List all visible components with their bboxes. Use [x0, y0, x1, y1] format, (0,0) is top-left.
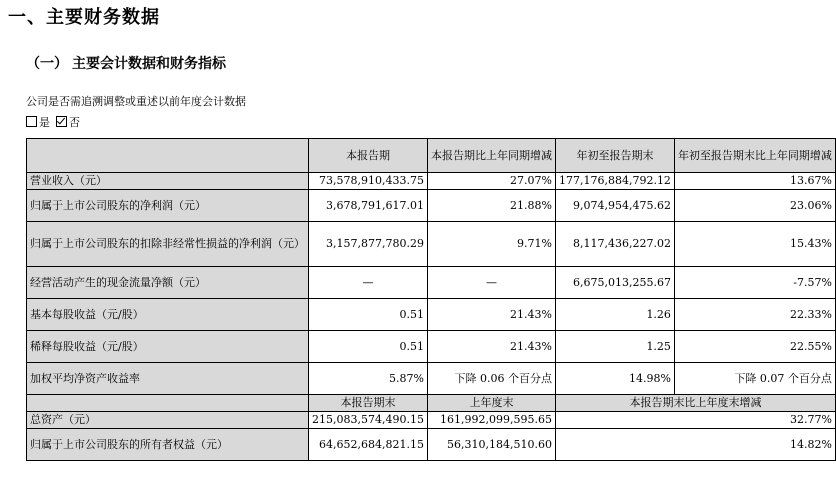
- table-cell: 73,578,910,433.75: [309, 173, 428, 190]
- table-cell: 21.88%: [427, 190, 555, 222]
- table-cell: 0.51: [309, 331, 428, 363]
- table-cell: 下降 0.06 个百分点: [427, 363, 555, 395]
- table-row: [27, 429, 836, 461]
- section-title: [26, 54, 226, 74]
- table2-header: 本报告期末: [309, 395, 428, 412]
- table-row: [27, 190, 836, 222]
- table-cell: 3,678,791,617.01: [309, 190, 428, 222]
- table-cell: -7.57%: [674, 267, 835, 299]
- table-cell: 14.82%: [555, 429, 835, 461]
- table-cell: 21.43%: [427, 299, 555, 331]
- table2-header-row: [27, 395, 836, 412]
- table1-header: 本报告期比上年同期增减: [427, 139, 555, 173]
- table-cell: 15.43%: [674, 222, 835, 267]
- table1-header: 年初至报告期末比上年同期增减: [674, 139, 835, 173]
- table-cell: 14.98%: [555, 363, 674, 395]
- table-cell: 22.33%: [674, 299, 835, 331]
- table1-header: 本报告期: [309, 139, 428, 173]
- section-title-text: 主要会计数据和财务指标: [72, 56, 226, 72]
- checkbox-yes[interactable]: [26, 116, 37, 127]
- table2-corner-cell: [27, 395, 309, 412]
- row-label: 加权平均净资产收益率: [27, 363, 309, 395]
- option-yes-label: 是: [39, 116, 50, 129]
- table-cell: 下降 0.07 个百分点: [674, 363, 835, 395]
- table-row: [27, 267, 836, 299]
- table-cell: 8,117,436,227.02: [555, 222, 674, 267]
- table-cell: 9.71%: [427, 222, 555, 267]
- table-cell: 56,310,184,510.60: [427, 429, 555, 461]
- table-cell: 22.55%: [674, 331, 835, 363]
- table-cell: 64,652,684,821.15: [309, 429, 428, 461]
- row-label: 总资产（元）: [27, 412, 309, 429]
- table-row: [27, 412, 836, 429]
- table-row: [27, 363, 836, 395]
- table-row: [27, 173, 836, 190]
- table-cell: 0.51: [309, 299, 428, 331]
- table-row: [27, 299, 836, 331]
- row-label: 经营活动产生的现金流量净额（元）: [27, 267, 309, 299]
- table-cell: 9,074,954,475.62: [555, 190, 674, 222]
- table1-header-row: [27, 139, 836, 173]
- table-cell: 21.43%: [427, 331, 555, 363]
- table-cell: 5.87%: [309, 363, 428, 395]
- checkbox-no[interactable]: [56, 116, 67, 127]
- table-row: [27, 222, 836, 267]
- table-cell: —: [427, 267, 555, 299]
- row-label: 归属于上市公司股东的净利润（元）: [27, 190, 309, 222]
- table-cell: 1.25: [555, 331, 674, 363]
- table-cell: 27.07%: [427, 173, 555, 190]
- table2-header: 上年度末: [427, 395, 555, 412]
- option-no-label: 否: [69, 116, 80, 129]
- row-label: 归属于上市公司股东的所有者权益（元）: [27, 429, 309, 461]
- table-cell: 1.26: [555, 299, 674, 331]
- table2-header: 本报告期末比上年度末增减: [555, 395, 835, 412]
- row-label: 归属于上市公司股东的扣除非经常性损益的净利润（元）: [27, 222, 309, 267]
- table-cell: 177,176,884,792.12: [555, 173, 674, 190]
- row-label: 营业收入（元）: [27, 173, 309, 190]
- table-cell: —: [309, 267, 428, 299]
- table1-header: 年初至报告期末: [555, 139, 674, 173]
- table-row: [27, 331, 836, 363]
- section-number: （一）: [26, 56, 68, 72]
- table-cell: 13.67%: [674, 173, 835, 190]
- table-cell: 23.06%: [674, 190, 835, 222]
- table-cell: 161,992,099,595.65: [427, 412, 555, 429]
- table-cell: 215,083,574,490.15: [309, 412, 428, 429]
- table-cell: 3,157,877,780.29: [309, 222, 428, 267]
- financial-table: [26, 138, 836, 461]
- table-cell: 32.77%: [555, 412, 835, 429]
- table1-corner-cell: [27, 139, 309, 173]
- table-cell: 6,675,013,255.67: [555, 267, 674, 299]
- row-label: 稀释每股收益（元/股）: [27, 331, 309, 363]
- restate-options: [26, 115, 80, 131]
- restate-question: 公司是否需追溯调整或重述以前年度会计数据: [26, 95, 246, 108]
- page-heading: 一、主要财务数据: [8, 7, 160, 28]
- row-label: 基本每股收益（元/股）: [27, 299, 309, 331]
